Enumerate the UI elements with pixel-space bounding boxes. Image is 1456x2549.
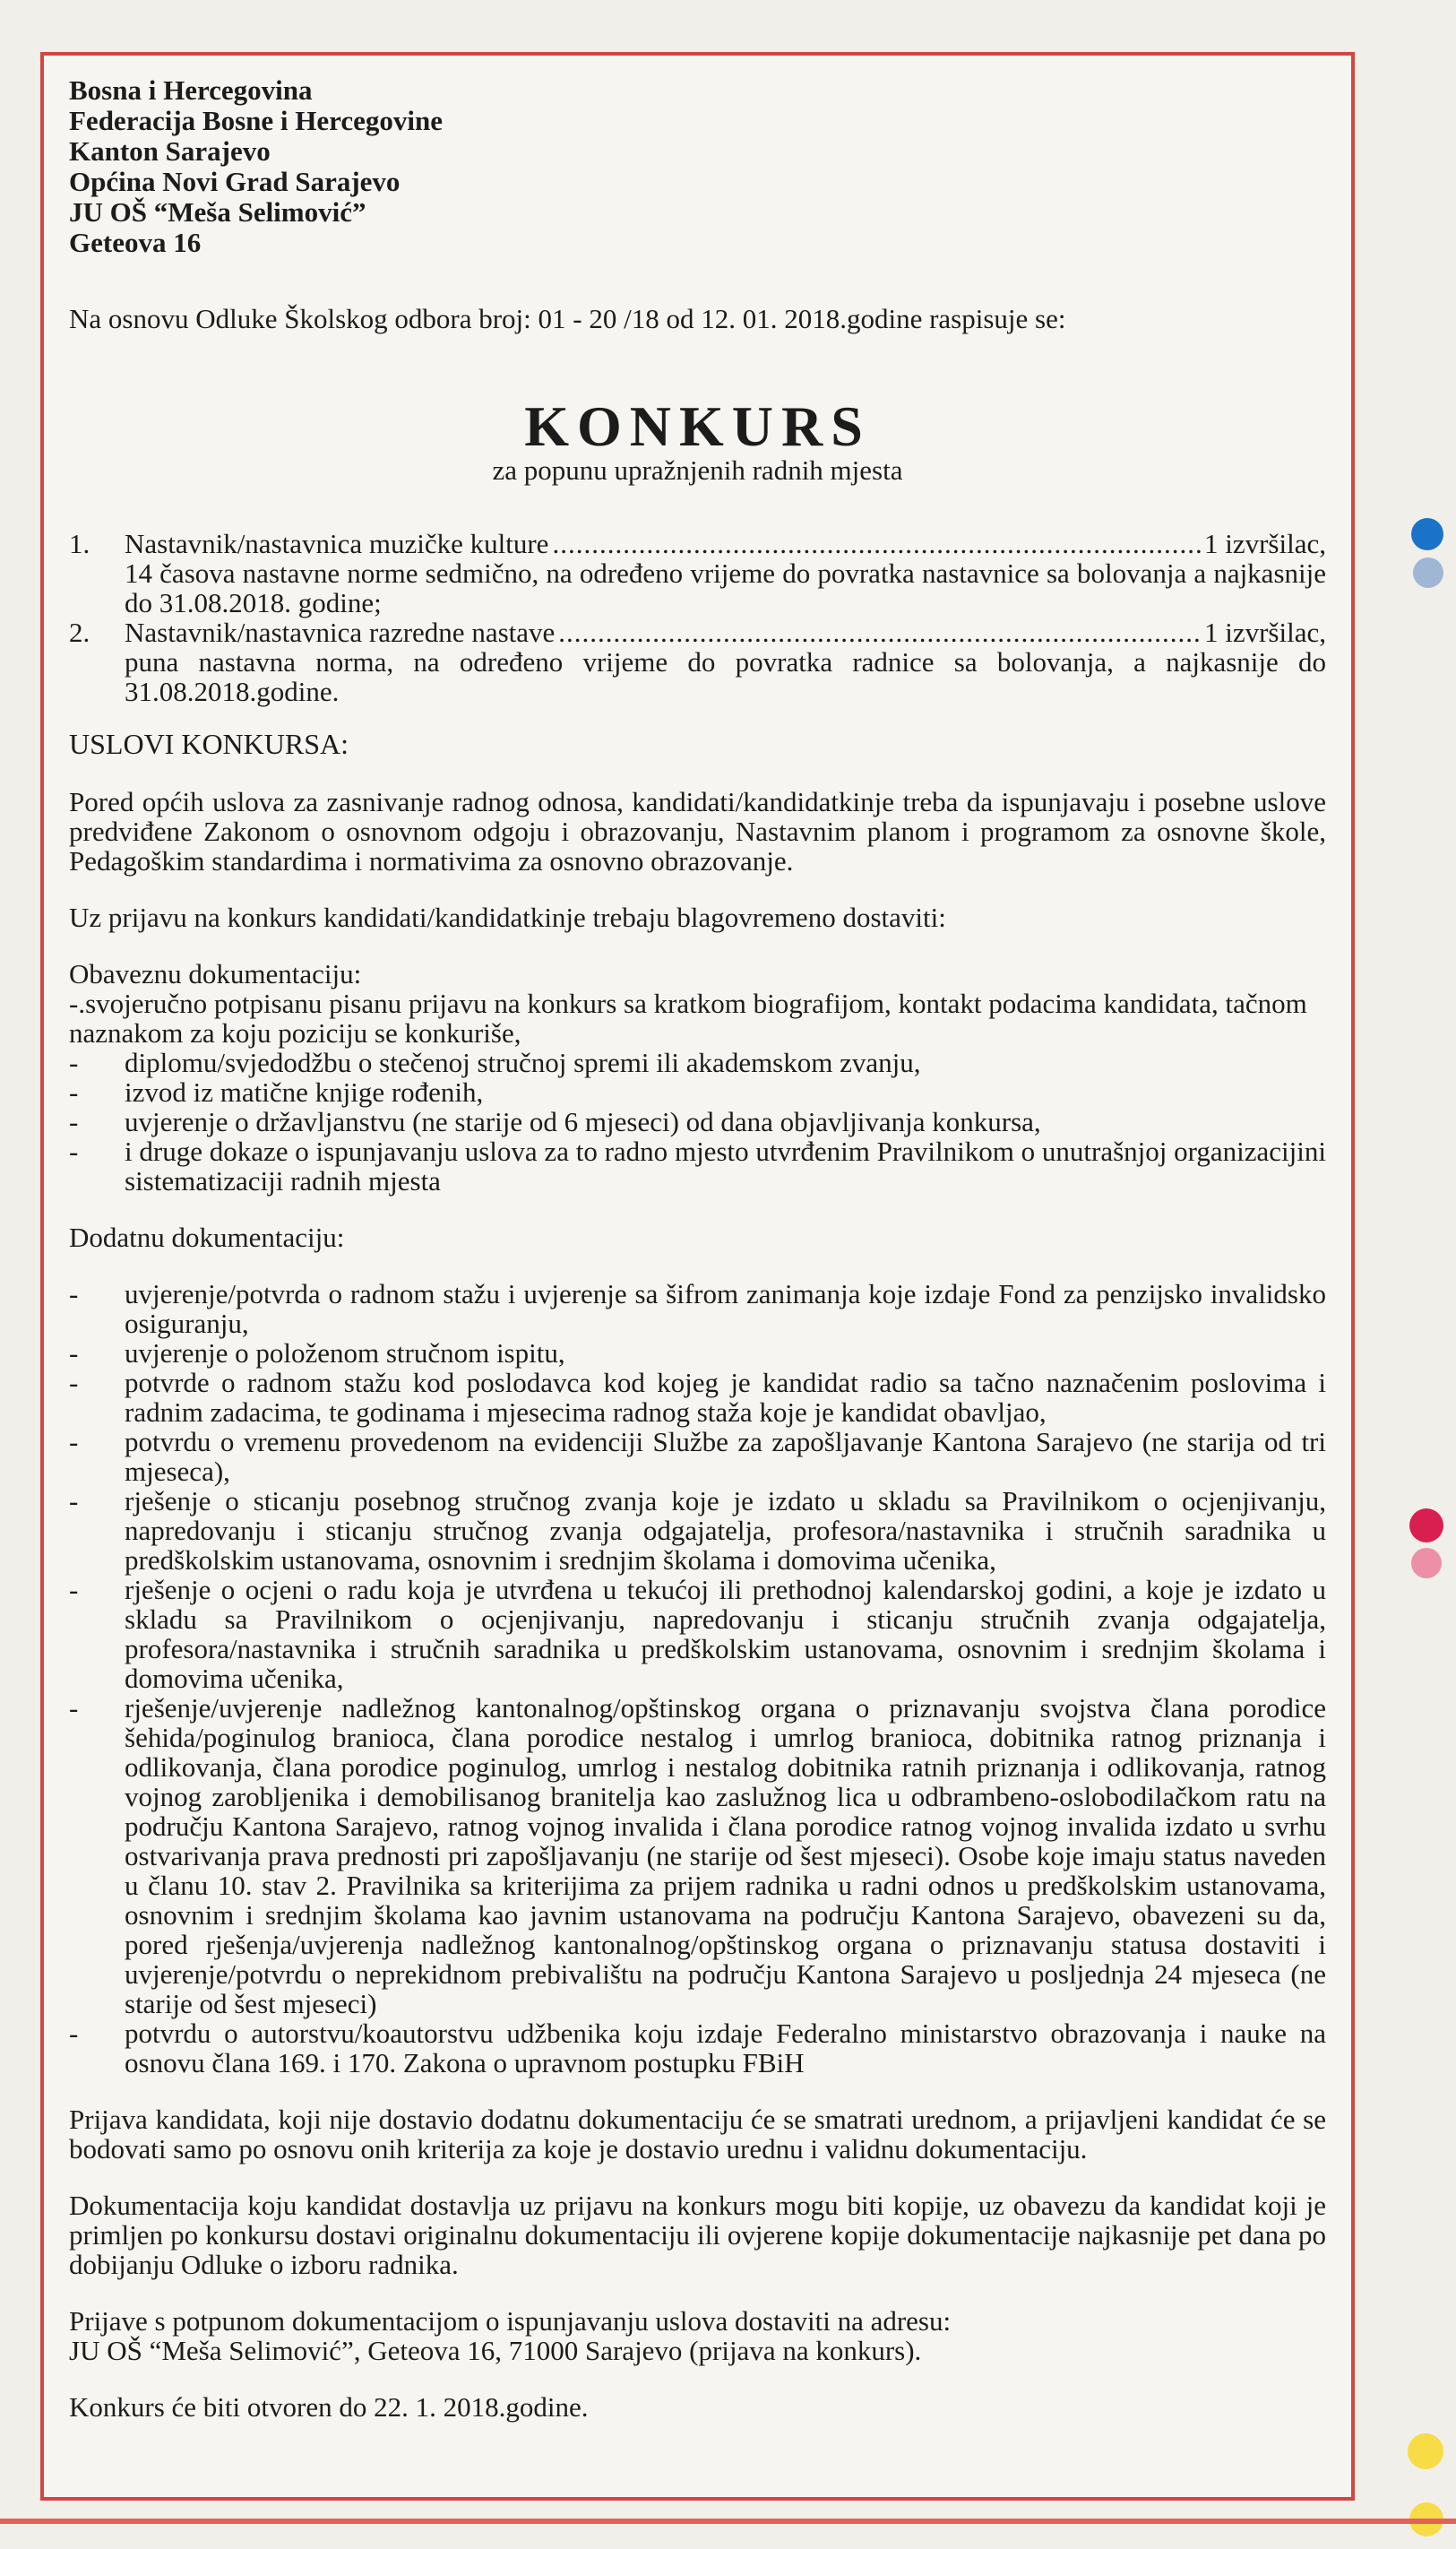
submit-intro: Uz prijavu na konkurs kandidati/kandidatkinje trebaju blagovremeno dostaviti: [69, 902, 946, 933]
conditions-heading: USLOVI KONKURSA: [69, 728, 349, 760]
list-item: - rješenje/uvjerenje nadležnog kantonalnog/opštinskog organa o priznavanju svojstva člana porodice šehida/poginulog branioca, člana porodice nestalog i umrlog branioca, dobitnika ratnog priznanja i odlikovanja, člana porodice poginulog, umrlog i nestalog dobitnika ratnih priznanja i odlikovanja, ratnog vojnog zarobljenika i demobilisanog branitelja kao zaslužnog lica u odbrambeno-oslobodilačkom ratu na području Kantona Sarajevo, ratnog vojnog invalida i člana porodice ratnog vojnog invalida izdato u svrhu ostvarivanja prava prednosti pri zapošljavanju (ne starije od šest mjeseci). Osobe koje imaju status naveden u članu 10. stav 2. Pravilnika sa kriterijima za prijem radnika u radni odnos u predškolskim ustanovama, osnovnim i srednjim školama kao javnim ustanovama na području Kantona Sarajevo, obavezeni su da, pored rješenja/uvjerenja nadležnog kantonalnog/opštinskog organa o priznavanju statusa dostaviti i uvjerenje/potvrdu o neprekidnom prebivalištu na području Kantona Sarajevo u posljednja 24 mjeseca (ne starije od šest mjeseci) [69, 1692, 1326, 2019]
position-name: Nastavnik/nastavnica muzičke kulture [125, 528, 549, 559]
list-item: - diplomu/svjedodžbu o stečenoj stručnoj spremi ili akademskom zvanju, [69, 1047, 921, 1078]
position-details: puna nastavna norma, na određeno vrijeme do povratka radnice sa bolovanja, a najkasnije do 31.08.2018.godine. [125, 646, 1326, 707]
announcement-frame [40, 52, 1355, 2501]
blue-dot-marker-faded [1413, 557, 1443, 588]
position-number: 1. [69, 528, 90, 559]
address-line: JU OŠ “Meša Selimović”, Geteova 16, 71000 Sarajevo (prijava na konkurs). [69, 2335, 922, 2366]
blue-dot-marker [1411, 518, 1443, 550]
list-item: - uvjerenje/potvrda o radnom stažu i uvjerenje sa šifrom zanimanja koje izdaje Fond za penzijsko invalidsko osiguranju, [69, 1278, 1326, 1339]
mandatory-docs-first: -.svojeručno potpisanu pisanu prijavu na konkurs sa kratkom biografijom, kontakt podacima kandidata, tačnom naznakom za koju poziciju se konkuriše, [69, 988, 1307, 1049]
header-line: Federacija Bosne i Hercegovine [69, 105, 443, 136]
header-line: Bosna i Hercegovina [69, 74, 313, 106]
additional-docs-label: Dodatnu dokumentaciju: [69, 1222, 345, 1253]
position-count: 1 izvršilac, [1203, 617, 1326, 648]
list-item: - potvrdu o autorstvu/koautorstvu udžbenika koju izdaje Federalno ministarstvo obrazovanja i nauke na osnovu člana 169. i 170. Zakona o upravnom postupku FBiH [69, 2018, 1326, 2078]
header-line: Općina Novi Grad Sarajevo [69, 166, 401, 197]
positions-list [69, 529, 1326, 706]
closing-date: Konkurs će biti otvoren do 22. 1. 2018.godine. [69, 2391, 589, 2423]
crimson-dot-marker [1409, 1508, 1443, 1542]
position-item [69, 529, 1326, 618]
position-details: 14 časova nastavne norme sedmično, na određeno vrijeme do povratka nastavnice sa bolovanja a najkasnije do 31.08.2018. godine; [125, 557, 1326, 618]
address-intro: Prijave s potpunom dokumentacijom o ispunjavanju uslova dostaviti na adresu: [69, 2305, 952, 2337]
list-item: - rješenje o sticanju posebnog stručnog zvanja koje je izdato u skladu sa Pravilnikom o ocjenjivanju, napredovanju i sticanju stručnog zvanja odgajatelja, profesora/nastavnika i stručnih saradnika u predškolskim ustanovama, osnovnim i srednjim školama i domovima učenika, [69, 1485, 1326, 1576]
document-subtitle: za popunu upražnjenih radnih mjesta [492, 454, 903, 486]
dot-leader [558, 618, 1201, 647]
note-incomplete-application: Prijava kandidata, koji nije dostavio dodatnu dokumentaciju će se smatrati urednom, a prijavljeni kandidat će se bodovati samo po osnovu onih kriterija za koje je dostavio urednu i validnu dokumentaciju. [69, 2104, 1326, 2164]
list-item: - potvrdu o vremenu provedenom na evidenciji Službe za zapošljavanje Kantona Sarajevo (ne starija od tri mjeseca), [69, 1426, 1326, 1487]
list-item: - potvrde o radnom stažu kod poslodavca kod kojeg je kandidat radio sa tačno naznačenim poslovima i radnim zadacima, te godinama i mjesecima radnog staža koje je kandidat obavljao, [69, 1367, 1326, 1428]
header-line: Geteova 16 [69, 227, 202, 258]
mandatory-docs-list [69, 1048, 1326, 1196]
conditions-text: Pored općih uslova za zasnivanje radnog odnosa, kandidati/kandidatkinje treba da ispunjavaju i posebne uslove predviđene Zakonom o osnovnom odgoju i obrazovanju, Nastavnim planom i programom za osnovne škole, Pedagoškim standardima i normativima za osnovno obrazovanje. [69, 786, 1326, 877]
list-item: - uvjerenje o državljanstvu (ne starije od 6 mjeseci) od dana objavljivanja konkursa, [69, 1106, 1041, 1137]
intro-text: Na osnovu Odluke Školskog odbora broj: 01 - 20 /18 od 12. 01. 2018.godine raspisuje se: [69, 303, 1066, 334]
bottom-stripe [0, 2519, 1456, 2524]
pink-dot-marker [1411, 1548, 1442, 1578]
yellow-dot-marker [1408, 2433, 1443, 2469]
list-item: - rješenje o ocjeni o radu koja je utvrđena u tekućoj ili prethodnoj kalendarskoj godini, a koje je izdato u skladu sa Pravilnikom o ocjenjivanju, napredovanju i sticanju stručnih zvanja odgajatelja, profesora/nastavnika i stručnih saradnika u predškolskim ustanovama, osnovnim i srednjim školama i domovima učenika, [69, 1574, 1326, 1694]
list-item: - uvjerenje o položenom stručnom ispitu, [69, 1337, 565, 1369]
position-count: 1 izvršilac, [1203, 528, 1326, 559]
list-item: - i druge dokaze o ispunjavanju uslova za to radno mjesto utvrđenim Pravilnikom o unutrašnjoj organizacijini sistematizaciji radnih mjesta [69, 1136, 1326, 1197]
position-item [69, 618, 1326, 706]
dot-leader [552, 529, 1201, 558]
institution-header [69, 75, 1326, 258]
note-copies: Dokumentacija koju kandidat dostavlja uz prijavu na konkurs mogu biti kopije, uz obavezu da kandidat koji je primljen po konkursu dostavi originalnu dokumentaciju ili ovjerene kopije dokumentacije najkasnije pet dana po dobijanju Odluke o izboru radnika. [69, 2190, 1326, 2280]
mandatory-docs-label: Obaveznu dokumentaciju: [69, 958, 362, 989]
list-item: - izvod iz matične knjige rođenih, [69, 1076, 484, 1108]
additional-docs-list [69, 1279, 1326, 2078]
header-line: Kanton Sarajevo [69, 135, 271, 167]
document-title: KONKURS [524, 394, 871, 458]
position-number: 2. [69, 617, 90, 648]
position-name: Nastavnik/nastavnica razredne nastave [125, 617, 556, 648]
header-line: JU OŠ “Meša Selimović” [69, 196, 366, 228]
